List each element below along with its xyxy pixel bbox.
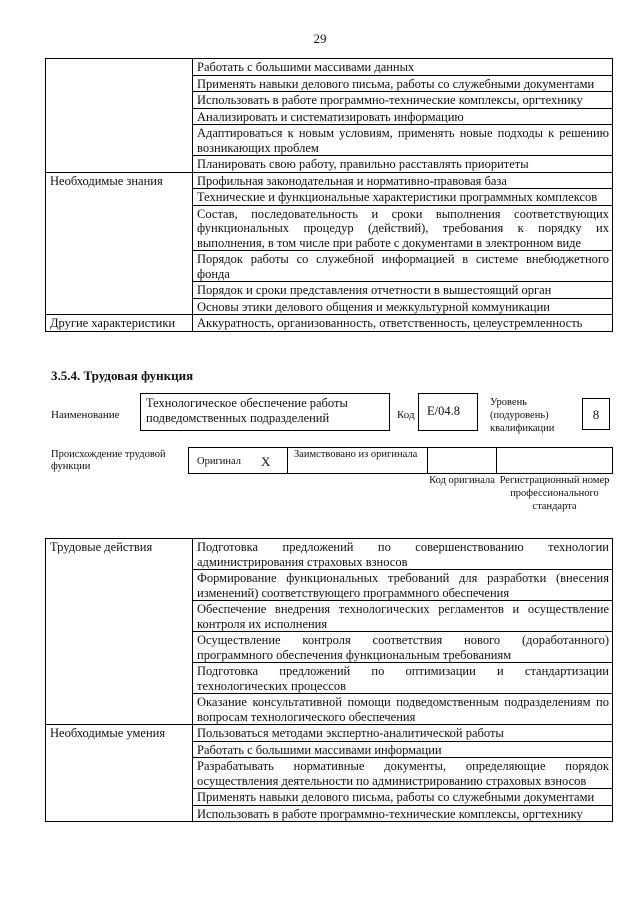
- row-label: Другие характеристики: [46, 315, 193, 332]
- list-item: Адаптироваться к новым условиям, применять новые подходы к решению возникающих проблем: [193, 125, 613, 156]
- borrowed-cell: Заимствовано из оригинала: [287, 447, 428, 474]
- code-label: Код: [397, 409, 415, 421]
- table-row: [46, 59, 613, 76]
- list-item: Основы этики делового общения и межкультурной коммуникации: [193, 298, 613, 315]
- reg-number-cell: [496, 447, 613, 474]
- page-number: 29: [313, 31, 327, 46]
- reg-number-caption: Регистрационный номер профессионального стандарта: [499, 475, 610, 512]
- list-item: Анализировать и систематизировать информацию: [193, 108, 613, 125]
- list-item: Технические и функциональные характеристики программных комплексов: [193, 189, 613, 206]
- row-label: [46, 59, 193, 173]
- list-item: Аккуратность, организованность, ответственность, целеустремленность: [193, 315, 613, 332]
- name-label: Наименование: [51, 409, 120, 421]
- list-item: Порядок работы со служебной информацией в системе внебюджетного фонда: [193, 251, 613, 282]
- table-row: [46, 172, 613, 189]
- top-requirements-table: [45, 58, 613, 332]
- origin-code-cell: [427, 447, 497, 474]
- origin-code-caption: Код оригинала: [429, 475, 495, 486]
- list-item: Обеспечение внедрения технологических регламентов и осуществление контроля их исполнения: [193, 601, 613, 632]
- qualification-level-value: 8: [582, 398, 610, 430]
- level-label: Уровень (подуровень) квалификации: [490, 397, 555, 434]
- list-item: Профильная законодательная и нормативно-правовая база: [193, 172, 613, 189]
- labor-function-table: [45, 538, 613, 822]
- row-label: Необходимые умения: [46, 725, 193, 822]
- row-label: Необходимые знания: [46, 172, 193, 315]
- list-item: Формирование функциональных требований для разработки (внесения изменений) соответствующего программного обеспечения: [193, 570, 613, 601]
- section-title: 3.5.4. Трудовая функция: [51, 368, 194, 383]
- list-item: Применять навыки делового письма, работы со служебными документами: [193, 75, 613, 92]
- list-item: Разрабатывать нормативные документы, определяющие порядок осуществления деятельности по администрированию страховых взносов: [193, 758, 613, 789]
- list-item: Подготовка предложений по совершенствованию технологии администрирования страховых взносов: [193, 539, 613, 570]
- list-item: Использовать в работе программно-технические комплексы, оргтехнику: [193, 92, 613, 109]
- table-row: [46, 539, 613, 570]
- origin-label: Происхождение трудовой функции: [51, 449, 166, 472]
- list-item: Порядок и сроки представления отчетности в вышестоящий орган: [193, 282, 613, 299]
- table-row: [46, 315, 613, 332]
- table-row: [46, 725, 613, 742]
- original-cell: [188, 447, 288, 474]
- list-item: Пользоваться методами экспертно-аналитической работы: [193, 725, 613, 742]
- list-item: Применять навыки делового письма, работы со служебными документами: [193, 789, 613, 806]
- list-item: Использовать в работе программно-технические комплексы, оргтехнику: [193, 805, 613, 822]
- list-item: Оказание консультативной помощи подведомственным подразделениям по вопросам технологического обеспечения: [193, 694, 613, 725]
- function-name-value: Технологическое обеспечение работы подведомственных подразделений: [140, 393, 390, 431]
- original-mark: X: [261, 454, 271, 469]
- list-item: Работать с большими массивами информации: [193, 741, 613, 758]
- list-item: Осуществление контроля соответствия нового (доработанного) программного обеспечения функциональным требованиям: [193, 632, 613, 663]
- function-code-value: E/04.8: [418, 393, 478, 431]
- list-item: Состав, последовательность и сроки выполнения соответствующих функциональных процедур (действий), требования к порядку их выполнения, в том числе при работе с документами в электронном виде: [193, 205, 613, 251]
- list-item: Подготовка предложений по оптимизации и стандартизации технологических процессов: [193, 663, 613, 694]
- original-label: Оригинал: [197, 456, 241, 467]
- list-item: Работать с большими массивами данных: [193, 59, 613, 76]
- list-item: Планировать свою работу, правильно расставлять приоритеты: [193, 156, 613, 173]
- row-label: Трудовые действия: [46, 539, 193, 725]
